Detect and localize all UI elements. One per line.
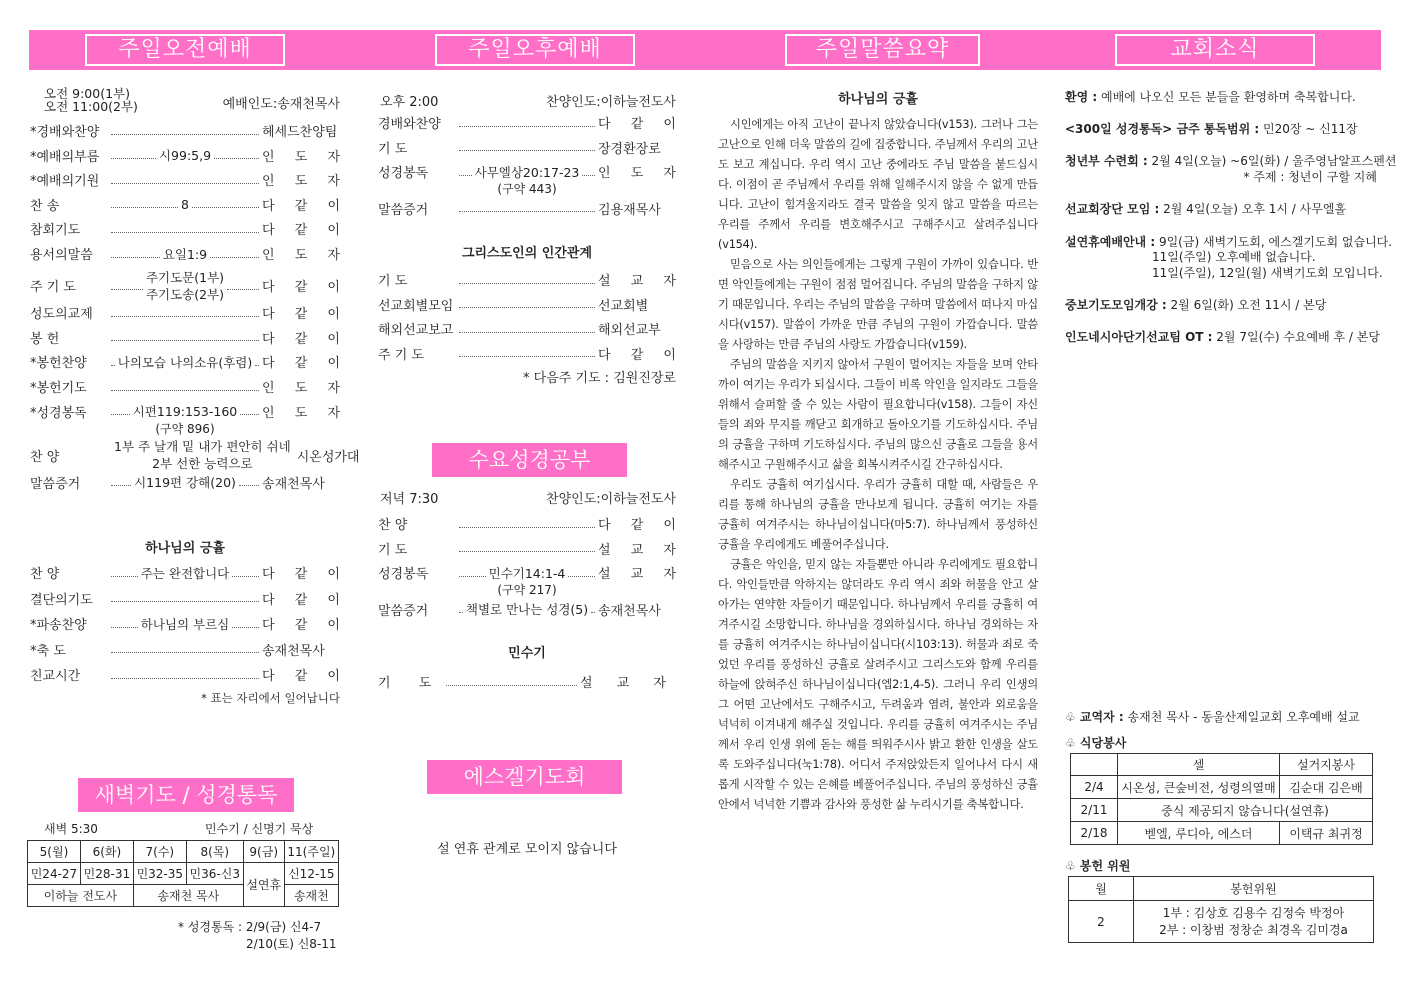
order-person: 다 같 이	[262, 567, 340, 582]
order-row	[30, 244, 340, 263]
order-detail: 1부 주 날개 밑 내가 편안히 쉬네 2부 선한 능력으로	[114, 439, 291, 472]
order-row	[30, 328, 340, 347]
order-person: 다 같 이	[598, 117, 676, 132]
order-label: 봉 헌	[30, 331, 60, 347]
order-label: 친교시간	[30, 669, 81, 684]
order-row	[30, 563, 340, 582]
order-label: 찬 양	[378, 518, 408, 533]
order-row	[30, 438, 360, 472]
order-row	[30, 219, 340, 238]
morning-worship-section	[30, 85, 360, 725]
order-label: *파송찬양	[30, 618, 87, 633]
order-person: 다 같 이	[262, 356, 341, 372]
cafeteria-title: ♧ 식당봉사	[1065, 736, 1127, 750]
order-person: 다 같 이	[262, 669, 340, 684]
order-label: 기 도	[378, 542, 408, 558]
order-row	[30, 195, 340, 214]
wednesday-time: 저녁 7:30	[380, 492, 439, 507]
order-person: 다 같 이	[262, 307, 340, 323]
order-label: *축 도	[30, 643, 66, 659]
order-detail: 책별로 만나는 성경(5)	[465, 602, 589, 617]
order-row	[378, 344, 676, 363]
afternoon-section-title: 그리스도인의 인간관계	[461, 246, 593, 261]
order-label: 주 기 도	[30, 280, 76, 296]
order-label: 경배와찬양	[378, 117, 441, 132]
order-person: 다 같 이	[262, 592, 340, 608]
order-person: 다 같 이	[598, 347, 676, 363]
order-person: 설 교 자	[598, 274, 676, 289]
wednesday-section	[378, 482, 676, 712]
news-mission: 선교회장단 모임 : 2월 4일(오늘) 오후 1시 / 사무엘홀	[1065, 202, 1347, 216]
header-morning-worship: 주일오전예배	[85, 34, 285, 66]
order-row	[30, 121, 340, 140]
morning-leader: 예배인도:송재천목사	[222, 97, 340, 112]
order-row	[30, 589, 340, 608]
order-row	[30, 402, 340, 421]
reading-1: * 성경통독 : 2/9(금) 신4-7	[178, 920, 322, 934]
order-label: 찬 양	[30, 567, 60, 582]
order-row	[30, 303, 340, 322]
news-welcome: 환영 : 예배에 나오신 모든 분들을 환영하며 축복합니다.	[1065, 90, 1356, 104]
order-person: 인 도 자	[262, 405, 341, 421]
order-row	[30, 352, 340, 371]
order-label: 성경봉독	[378, 166, 429, 181]
order-label: 결단의기도	[30, 592, 93, 608]
order-detail: 시99:5,9	[158, 148, 212, 164]
sermon-summary-title: 하나님의 긍휼	[838, 92, 918, 107]
dawn-topic: 민수기 / 신명기 묵상	[205, 822, 314, 836]
order-detail: 8	[181, 196, 189, 212]
order-sub: (구약 896)	[155, 421, 215, 436]
sermon-summary-text: 시인에게는 아직 고난이 끝나지 않았습니다(v153). 그러나 그는 고난으로 인해 더욱 말씀의 길에 집중합니다. 주님께서 우리의 고난도 보고 계십니다. 우리 역시 고난 중에라도 주님 말씀을 붙드십시다. 이점이 곧 주님께서 우리를 위해 일해주시지 않을 수 없게 만듭니다. 고난이 힘겨울지라도 결국 말씀을 잊지 않고 말씀을 따르는 우리를 주께서 우리를 변호해주시고 구해주시고 살려주십니다(v154). 믿음으로 사는 의인들에게는 그렇게 구원이 가까이 있습니다. 반면 악인들에게는 구원이 점점 멀어집니다. 주님의 말씀을 구하지 않기 때문입니다. 우리는 주님의 말씀을 구하며 말씀에서 떠나지 마십시다(v157). 말씀이 가까운 만큼 주님의 구원이 가깝습니다. 말씀을 사랑하는 만큼 주님의 사랑도 가깝습니다(v159). 주님의 말씀을 지키지 않아서 구원이 멀어지는 자들을 보며 안타까이 여기는 우리가 되십시다. 그들이 비록 악인을 일지라도 그들을 위해서 슬퍼할 줄 수 있는 사람이 필요합니다(v158). 그들이 자신들의 죄와 무지를 깨닫고 회개하고 돌아오기를 기도하십시다. 주님의 긍휼을 구하며 기도하십시다. 주님의 많으신 긍휼로 그들을 용서해주시고 구원해주시고 삶을 회복시켜주시길 간구하십시다. 우리도 긍휼히 여기십시다. 우리가 긍휼히 대할 때, 사람들은 우리를 통해 하나님의 긍휼을 만나보게 됩니다. 긍휼히 여기는 자를 긍휼히 여겨주시는 하나님이십니다(마5:7). 하나님께서 풍성하신 긍휼을 우리에게도 베풀어주십니다. 긍휼은 악인을, 믿지 않는 자들뿐만 아니라 우리에게도 필요합니다. 악인들만큼 악하지는 않더라도 우리 역시 죄와 허물을 안고 살아가는 연약한 자들이기 때문입니다. 하나님께서 우리를 긍휼히 여겨주시길 소망합니다. 하나님을 경외하십시다. 하나님 경외하는 자를 긍휼히 여겨주시는 하나님이십니다(시103:13). 허물과 죄로 죽었던 우리를 풍성하신 긍휼로 살려주시고 그리스도와 함께 우리를 하늘에 앉혀주신 하나님이십니다(엡2:1,4-5). 그러니 우리 인생의 그 어떤 고난에서도 구해주시고, 두려움과 염려, 불안과 외로움을 넉넉히 이겨내게 해주실 것입니다. 우리를 긍휼히 여겨주시는 주님께서 우리 인생 위에 돋는 해를 띄워주시사 밝고 환한 인생을 살도록 도와주십니다(눅1:78). 어디서 주저앉았든지 일어나서 다시 새롭게 시작할 수 있는 은혜를 베풀어주십니다. 주님의 풍성하신 긍휼 안에서 넉넉한 기쁨과 감사와 풍성한 삶 누리시기를 축복합니다.	[718, 118, 1038, 811]
order-label: *성경봉독	[30, 405, 87, 421]
order-label: *봉헌기도	[30, 381, 87, 396]
dawn-time: 새벽 5:30	[44, 822, 98, 836]
order-row	[378, 199, 676, 218]
order-person: 다 같 이	[598, 518, 676, 533]
order-person: 설 교 자	[598, 542, 676, 558]
cafeteria-table: 셀 설거지봉사 2/4 시온성, 큰숲비전, 성령의열매 김순대 김은배 2/11 중식 제공되지 않습니다(설연휴) 2/18 벧엘, 루디아, 에스더 이택규 최귀정	[1070, 753, 1373, 845]
news-intercession: 중보기도모임개강 : 2월 6일(화) 오전 11시 / 본당	[1065, 298, 1327, 312]
order-person: 인 도 자	[598, 166, 676, 181]
order-label: *예배의기원	[30, 174, 100, 190]
order-person: 인 도 자	[262, 248, 340, 263]
news-youth-theme: * 주제 : 청년이 구할 지혜	[1243, 170, 1377, 184]
order-person: 시온성가대	[296, 449, 360, 465]
order-row	[378, 295, 676, 314]
order-person: 인 도 자	[262, 149, 341, 165]
news-holiday-3: 11일(주일), 12일(월) 새벽기도회 모입니다.	[1152, 266, 1383, 280]
order-person: 다 같 이	[262, 331, 340, 347]
afternoon-worship-section	[378, 85, 676, 405]
order-detail: 하나님의 부르심	[140, 616, 230, 632]
order-row	[30, 614, 340, 633]
order-person: 다 같 이	[262, 223, 340, 239]
order-row	[30, 377, 340, 396]
order-person: 송재천목사	[262, 476, 325, 492]
order-person: 인 도 자	[262, 174, 340, 190]
order-label: 성경봉독	[378, 567, 429, 582]
order-label: 말씀증거	[30, 476, 81, 492]
order-label: 참회기도	[30, 223, 81, 239]
order-row	[378, 138, 676, 157]
morning-sermon-title: 하나님의 긍휼	[145, 541, 225, 556]
order-detail: 요일1:9	[162, 246, 208, 262]
order-label: *경배와찬양	[30, 125, 100, 140]
order-person: 선교회별	[598, 298, 649, 314]
order-person: 설 교 자	[598, 567, 677, 582]
ezekiel-text: 설 연휴 관계로 모이지 않습니다	[437, 842, 617, 857]
order-label: *예배의부름	[30, 149, 100, 165]
order-person: 다 같 이	[262, 198, 341, 214]
dawn-table: 5(월) 6(화) 7(수) 8(목) 9(금) 11(주일) 민24-27 민28-31 민32-35 민36-신3 설연휴 신12-15 이하늘 전도사 송재천 목사 송재천	[27, 840, 339, 907]
next-prayer: * 다음주 기도 : 김원진장로	[523, 371, 676, 386]
order-row	[378, 600, 676, 619]
order-label: 찬 양	[30, 449, 60, 465]
morning-time-2: 오전 11:00(2부)	[44, 99, 138, 114]
header-church-news: 교회소식	[1115, 34, 1315, 66]
order-person: 송재천목사	[262, 643, 325, 659]
wednesday-book: 민수기	[508, 646, 546, 661]
header-afternoon-worship: 주일오후예배	[435, 34, 635, 66]
header-ezekiel: 에스겔기도회	[427, 760, 622, 794]
order-person: 김용재목사	[598, 202, 661, 218]
standing-note: * 표는 자리에서 일어납니다	[201, 691, 340, 705]
header-wednesday: 수요성경공부	[432, 443, 627, 477]
order-detail: 민수기14:1-4	[488, 565, 566, 581]
order-row	[378, 319, 676, 338]
order-detail: 주기도문(1부) 주기도송(2부)	[145, 269, 225, 302]
news-exchange: ♧ 교역자 : 송재천 목사 - 동울산제일교회 오후예배 설교	[1065, 710, 1360, 724]
order-row	[378, 514, 676, 533]
order-label: *봉헌찬양	[30, 356, 87, 372]
morning-time-1: 오전 9:00(1부)	[44, 86, 130, 101]
order-label: 찬 송	[30, 198, 60, 214]
offering-title: ♧ 봉헌 위원	[1065, 859, 1131, 873]
order-row	[378, 162, 676, 181]
header-sermon-summary: 주일말씀요약	[785, 34, 980, 66]
order-row	[378, 539, 676, 558]
order-detail: 사무엘상20:17-23	[474, 164, 580, 180]
order-label: 성도의교제	[30, 307, 93, 323]
news-holiday-2: 11일(주일) 오후예배 없습니다.	[1152, 250, 1316, 264]
order-person: 장경환장로	[598, 141, 661, 157]
order-label: 말씀증거	[378, 202, 429, 218]
order-row	[30, 473, 340, 492]
order-person: 다 같 이	[262, 280, 340, 296]
news-bible: <300일 성경통독> 금주 통독범위 : 민20장 ~ 신11장	[1065, 122, 1358, 136]
order-detail: 시119편 강해(20)	[134, 475, 236, 491]
order-detail: 시편119:153-160	[132, 404, 238, 420]
news-youth: 청년부 수련회 : 2월 4일(오늘) ~6일(화) / 울주영남알프스펜션	[1065, 154, 1397, 168]
order-person: 헤세드찬양팀	[262, 125, 338, 140]
order-sub: (구약 217)	[497, 583, 557, 597]
order-person: 인 도 자	[262, 381, 340, 396]
order-label: 기 도	[378, 141, 408, 157]
order-detail: 주는 완전합니다	[140, 565, 230, 581]
reading-2: 2/10(토) 신8-11	[246, 937, 337, 951]
order-person: 송재천목사	[598, 603, 661, 619]
order-label: 선교회별모임	[378, 298, 454, 314]
news-indonesia: 인도네시아단기선교팀 OT : 2월 7일(수) 수요예배 후 / 본당	[1065, 330, 1380, 344]
order-sub: (구약 443)	[497, 182, 557, 196]
order-row	[30, 146, 340, 165]
order-row	[30, 269, 340, 303]
order-label: 기 도	[378, 274, 408, 289]
order-row	[30, 640, 340, 659]
afternoon-leader: 찬양인도:이하늘전도사	[546, 95, 676, 110]
wednesday-last-row: 기 도 설 교 자	[378, 676, 676, 691]
order-label: 해외선교보고	[378, 323, 454, 338]
wednesday-leader: 찬양인도:이하늘전도사	[546, 492, 676, 507]
order-person: 해외선교부	[598, 323, 661, 338]
order-row	[378, 563, 676, 582]
order-label: 말씀증거	[378, 603, 429, 619]
header-dawn: 새벽기도 / 성경통독	[78, 778, 294, 812]
order-row	[378, 270, 676, 289]
order-label: 주 기 도	[378, 347, 424, 363]
afternoon-time: 오후 2:00	[380, 95, 439, 110]
offering-table: 월 봉헌위원 2 1부 : 김상호 김용수 김정숙 박정아 2부 : 이창범 정창순 최경옥 김미경a	[1068, 876, 1374, 943]
order-person: 다 같 이	[262, 618, 340, 633]
order-row	[30, 170, 340, 189]
order-row	[378, 113, 676, 132]
order-row	[30, 665, 340, 684]
news-holiday: 설연휴예배안내 : 9일(금) 새벽기도회, 에스겔기도회 없습니다.	[1065, 235, 1393, 249]
order-label: 용서의말씀	[30, 248, 93, 263]
order-detail: 나의모습 나의소유(후렴)	[117, 354, 253, 370]
